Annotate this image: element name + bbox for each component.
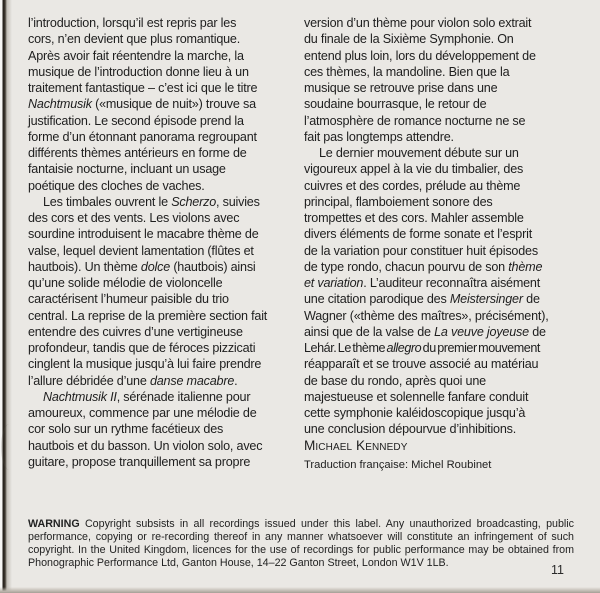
- text-line: cuivres et des cordes, prélude au thème: [304, 178, 521, 193]
- text-line: majestueuse et solennelle fanfare conduit: [304, 389, 529, 404]
- text-line: hautbois). Un thème dolce (hautbois) ainsi: [28, 259, 256, 274]
- text-line: et variation. L’auditeur reconnaîtra aisément: [304, 276, 541, 290]
- text-line: musique de l’introduction donne lieu à un: [28, 64, 249, 79]
- text-line: différents thèmes antérieurs en forme de: [28, 146, 247, 160]
- page-edge-shadow-bottom: [0, 587, 600, 593]
- text-line: cors, n’en devient que plus romantique.: [28, 32, 241, 47]
- text-line: qu’une solide mélodie de violoncelle: [28, 276, 223, 290]
- right-column-lines: [304, 15, 584, 438]
- text-line: vigoureux appel à la vie du timbalier, des: [304, 162, 524, 177]
- text-line: Nachtmusik II, sérénade italienne pour: [43, 389, 251, 404]
- text-line: valse, lequel devient lamentation (flûtes et: [28, 243, 254, 258]
- page-number: 11: [551, 563, 564, 577]
- text-line: de base du rondo, après quoi une: [304, 373, 486, 388]
- text-line: ces thèmes, la mandoline. Bien que la: [304, 64, 510, 79]
- text-line: guitare, propose tranquillement sa propre: [28, 454, 251, 469]
- text-line: Le dernier mouvement débute sur un: [319, 146, 519, 160]
- text-line: sourdine introduisent le macabre thème de: [28, 227, 259, 242]
- text-line: Les timbales ouvrent le Scherzo, suivies: [43, 194, 260, 209]
- text-line: cinglent la musique jusqu’à lui faire prendre: [28, 357, 262, 372]
- text-line: du finale de la Sixième Symphonie. On: [304, 32, 514, 47]
- text-line: traitement fantastique – c’est ici que le titre: [28, 81, 258, 95]
- right-text-column: [304, 15, 584, 473]
- text-line: fantaisie nocturne, incluant un usage: [28, 162, 226, 177]
- text-line: justification. Le second épisode prend la: [28, 113, 244, 128]
- text-line: poétique des cloches de vaches.: [28, 178, 205, 193]
- text-line: Après avoir fait réentendre la marche, la: [28, 48, 244, 63]
- text-line: l’introduction, lorsqu’il est repris par les: [28, 16, 237, 30]
- text-line: l’allure débridée d’une danse macabre.: [28, 373, 238, 388]
- author-name: Michael Kennedy: [304, 437, 408, 453]
- text-line: Lehár. Le thème allegro du premier mouvement: [304, 341, 540, 355]
- warning-text: Copyright subsists in all recordings issued under this label. Any unauthorized broadcasting, public performance, copying or re-recording thereof in any manner whatsoever will constitute an infringement of such copyright. In the United Kingdom, licences for the use of recordings for public performance may be obtained from Phonographic Performance Ltd, Ganton House, 14–22 Ganton Street, London W1V 1LB.: [28, 517, 574, 570]
- text-line: principal, flamboiement sonore des: [304, 194, 493, 209]
- text-line: cor solo sur un rythme facétieux des: [28, 422, 224, 437]
- text-line: Nachtmusik («musique de nuit») trouve sa: [28, 97, 256, 112]
- text-line: Wagner («thème des maîtres», précisément),: [304, 308, 549, 323]
- text-line: des cors et des vents. Les violons avec: [28, 211, 240, 225]
- text-line: profondeur, tandis que de féroces pizzicati: [28, 341, 256, 355]
- translation-credit: Traduction française: Michel Roubinet: [304, 458, 492, 471]
- text-line: version d’un thème pour violon solo extrait: [304, 16, 532, 30]
- text-line: cette symphonie kaléidoscopique jusqu’à: [304, 406, 526, 420]
- text-line: ainsi que de la valse de La veuve joyeuse de: [304, 324, 546, 339]
- text-line: de la variation pour constituer huit épisodes: [304, 243, 538, 258]
- text-line: entendre des cuivres d’une vertigineuse: [28, 324, 243, 339]
- text-line: réapparaît et se trouve associé au matériau: [304, 357, 539, 372]
- text-line: une citation parodique des Meistersinger de: [304, 292, 540, 307]
- text-line: amoureux, commence par une mélodie de: [28, 406, 257, 420]
- page-edge-shadow-left: [0, 0, 12, 593]
- text-line: musique se retrouve prise dans une: [304, 81, 498, 95]
- text-line: divers éléments de forme sonate et l’esprit: [304, 227, 532, 242]
- text-line: trompettes et des cors. Mahler assemble: [304, 211, 524, 225]
- warning-label: WARNING: [28, 517, 80, 530]
- text-line: hautbois et du basson. Un violon solo, avec: [28, 438, 263, 453]
- text-line: soudaine bourrasque, le retour de: [304, 97, 487, 112]
- left-text-column: [28, 15, 296, 470]
- page-curl: [1, 424, 12, 470]
- text-line: central. La reprise de la première section fait: [28, 308, 268, 323]
- text-line: une conclusion dépourvue d’inhibitions.: [304, 422, 517, 437]
- text-line: forme d’un étonnant panorama regroupant: [28, 129, 257, 144]
- text-line: l’atmosphère de romance nocturne ne se: [304, 113, 526, 128]
- text-line: caractérisent l’humeur paisible du trio: [28, 292, 229, 307]
- warning-notice: [28, 518, 574, 571]
- text-line: entend plus loin, lors du développement de: [304, 48, 536, 63]
- text-line: de type rondo, chacun pourvu de son thème: [304, 259, 543, 274]
- text-line: fait pas longtemps attendre.: [304, 129, 454, 144]
